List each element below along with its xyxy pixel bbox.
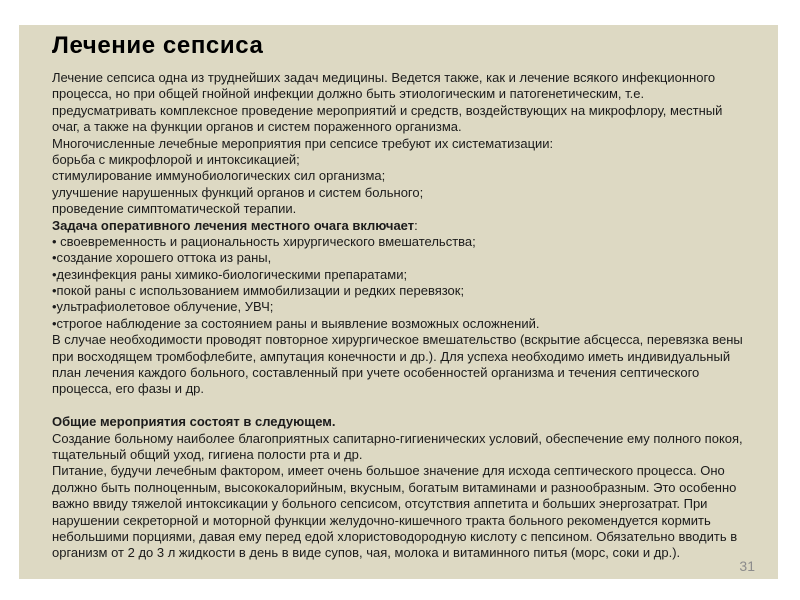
text-line: очаг, а также на функции органов и систем пораженного организма.	[52, 119, 462, 135]
text-line: процесса, его фазы и др.	[52, 381, 205, 397]
text-line: Общие мероприятия состоят в следующем.	[52, 414, 336, 430]
text-line: проведение симптоматической терапии.	[52, 201, 297, 217]
text-line: важно ввиду тяжелой интоксикации у больного сепсисом, отсутствия аппетита и больших энергозатрат. При	[52, 496, 708, 512]
text-line: •покой раны с использованием иммобилизации и редких перевязок;	[52, 283, 465, 299]
text-line: план лечения каждого больного, составленный при учете особенностей организма и течения септического	[52, 365, 700, 381]
text-line: •строгое наблюдение за состоянием раны и выявление возможных осложнений.	[52, 315, 540, 331]
text-line: организм от 2 до 3 л жидкости в день в виде супов, чая, молока и витаминного питья (морс, соки и др.).	[52, 545, 681, 561]
text-line: Задача оперативного лечения местного очага включает:	[52, 217, 418, 233]
text-line: Лечение сепсиса одна из труднейших задач медицины. Ведется также, как и лечение всякого инфекционного	[52, 70, 716, 85]
text-line: Питание, будучи лечебным фактором, имеет очень большое значение для исхода септического процесса. Оно	[52, 463, 725, 479]
page-number: 31	[739, 558, 755, 574]
text-line: стимулирование иммунобиологических сил организма;	[52, 168, 386, 184]
text-line: небольшими порциями, давая ему перед едой хлористоводородную кислоту с пепсином. Обязательно вводить в	[52, 528, 738, 544]
text-line: нарушении секреторной и моторной функции желудочно-кишечного тракта больного рекомендуется кормить	[52, 512, 711, 528]
text-line: должно быть полноценным, высококалорийным, вкусным, богатым витаминами и разнообразным. Это особенно	[52, 479, 737, 495]
text-line: •дезинфекция раны химико-биологическими препаратами;	[52, 266, 408, 282]
text-line-suffix: :	[414, 217, 418, 233]
text-line: • своевременность и рациональность хирургического вмешательства;	[52, 233, 476, 249]
text-line: улучшение нарушенных функций органов и систем больного;	[52, 184, 424, 200]
text-line: тщательный общий уход, гигиена полости рта и др.	[52, 446, 363, 462]
slide-body-text	[52, 70, 764, 562]
text-line: борьба с микрофлорой и интоксикацией;	[52, 151, 300, 167]
text-line: В случае необходимости проводят повторное хирургическое вмешательство (вскрытие абсцесса, перевязка вены	[52, 332, 743, 348]
text-line: при восходящем тромбофлебите, ампутация конечности и др.). Для успеха необходимо иметь индивидуальный	[52, 348, 731, 364]
text-line: предусматривать комплексное проведение мероприятий и средств, воздействующих на микрофлору, местный	[52, 102, 723, 118]
text-line: процесса, но при общей гнойной инфекции должно быть этиологическим и патогенетическим, т.е.	[52, 86, 645, 102]
text-line: •создание хорошего оттока из раны,	[52, 250, 272, 266]
text-line: Многочисленные лечебные мероприятия при сепсисе требуют их систематизации:	[52, 135, 554, 151]
slide-title: Лечение сепсиса	[52, 32, 264, 59]
text-line: Создание больному наиболее благоприятных сапитарно-гигиенических условий, обеспечение ему полного покоя,	[52, 430, 743, 446]
slide	[19, 25, 778, 579]
text-line: •ультрафиолетовое облучение, УВЧ;	[52, 299, 274, 315]
blank-line	[52, 398, 764, 414]
